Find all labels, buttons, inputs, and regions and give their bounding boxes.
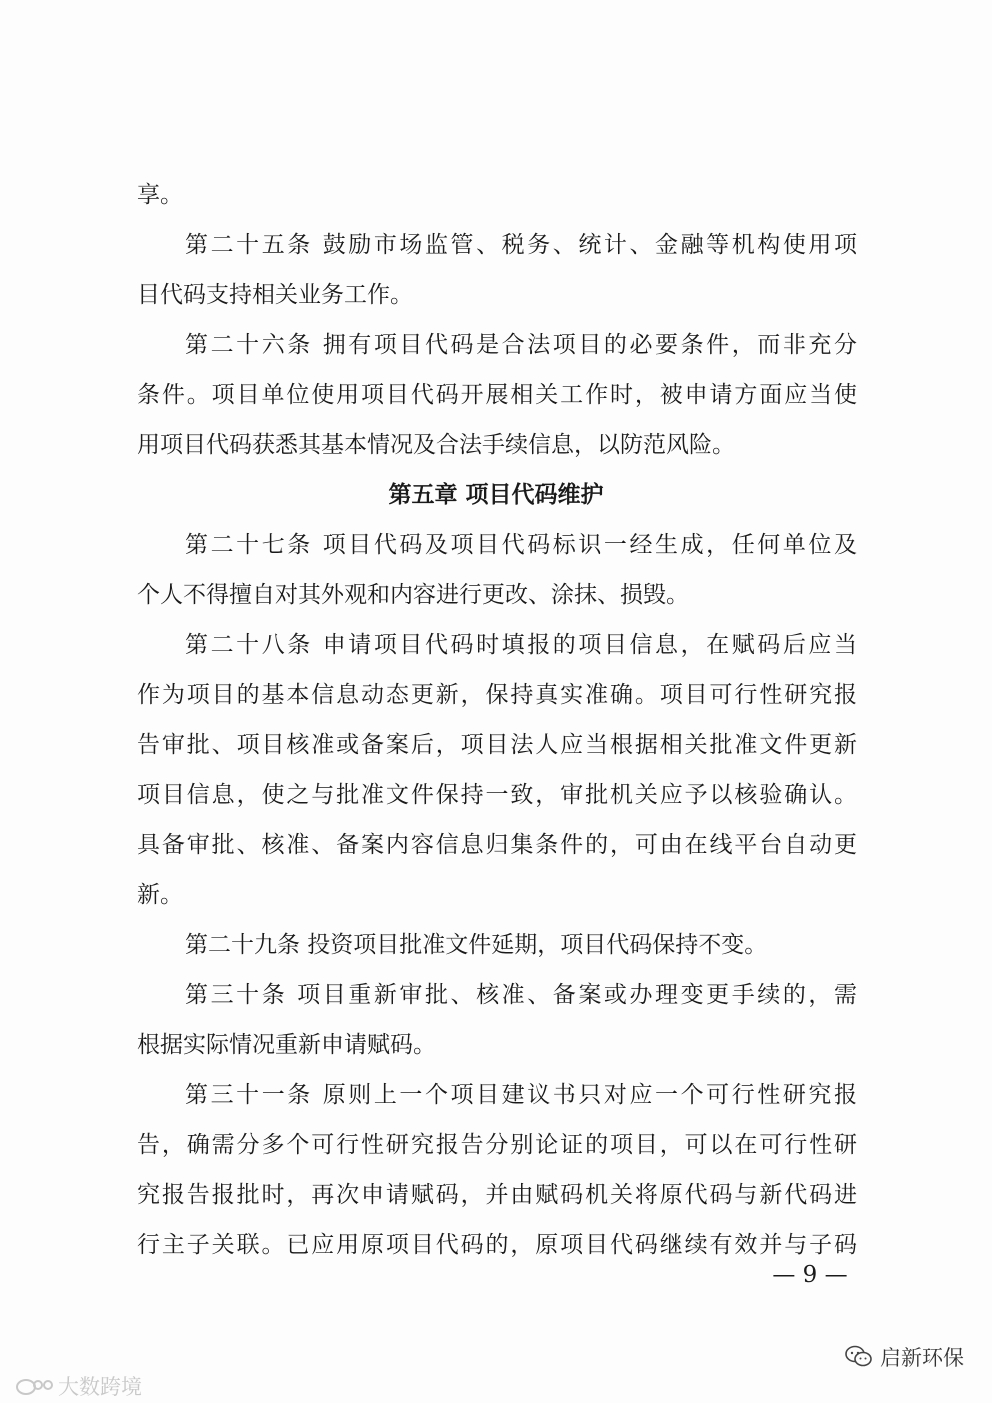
article-26-line-2: 条件。项目单位使用项目代码开展相关工作时，被申请方面应当使 — [137, 382, 857, 408]
article-28-line-1: 第二十八条 申请项目代码时填报的项目信息，在赋码后应当 — [185, 632, 857, 658]
weibo-icon — [14, 1373, 54, 1399]
text-line: 享。 — [137, 182, 183, 208]
article-28-line-5: 具备审批、核准、备案内容信息归集条件的，可由在线平台自动更 — [137, 832, 857, 858]
article-28-line-2: 作为项目的基本信息动态更新，保持真实准确。项目可行性研究报 — [137, 682, 857, 708]
article-31-line-4: 行主子关联。已应用原项目代码的，原项目代码继续有效并与子码 — [137, 1232, 857, 1258]
article-25-line-1: 第二十五条 鼓励市场监管、税务、统计、金融等机构使用项 — [185, 232, 857, 258]
article-27-line-1: 第二十七条 项目代码及项目代码标识一经生成，任何单位及 — [185, 532, 857, 558]
watermark-right-text: 启新环保 — [880, 1346, 964, 1370]
article-27-line-2: 个人不得擅自对其外观和内容进行更改、涂抹、损毁。 — [137, 582, 689, 608]
article-30-line-1: 第三十条 项目重新审批、核准、备案或办理变更手续的，需 — [185, 982, 857, 1008]
article-31-line-2: 告，确需分多个可行性研究报告分别论证的项目，可以在可行性研 — [137, 1132, 857, 1158]
watermark-left-text: 大数跨境 — [58, 1375, 142, 1399]
article-28-line-4: 项目信息，使之与批准文件保持一致，审批机关应予以核验确认。 — [137, 782, 857, 808]
wechat-icon — [844, 1344, 874, 1370]
article-26-line-3: 用项目代码获悉其基本情况及合法手续信息，以防范风险。 — [137, 432, 735, 458]
article-28-line-3: 告审批、项目核准或备案后，项目法人应当根据相关批准文件更新 — [137, 732, 857, 758]
article-28-line-6: 新。 — [137, 882, 183, 908]
article-29-line-1: 第二十九条 投资项目批准文件延期，项目代码保持不变。 — [185, 932, 768, 958]
article-26-line-1: 第二十六条 拥有项目代码是合法项目的必要条件，而非充分 — [185, 332, 857, 358]
watermark-left — [14, 1371, 142, 1401]
watermark-right — [844, 1342, 964, 1372]
article-31-line-3: 究报告报批时，再次申请赋码，并由赋码机关将原代码与新代码进 — [137, 1182, 857, 1208]
page-number: — 9 — — [772, 1262, 848, 1288]
article-31-line-1: 第三十一条 原则上一个项目建议书只对应一个可行性研究报 — [185, 1082, 857, 1108]
chapter-heading: 第五章 项目代码维护 — [388, 482, 604, 508]
article-25-line-2: 目代码支持相关业务工作。 — [137, 282, 413, 308]
article-30-line-2: 根据实际情况重新申请赋码。 — [137, 1032, 436, 1058]
